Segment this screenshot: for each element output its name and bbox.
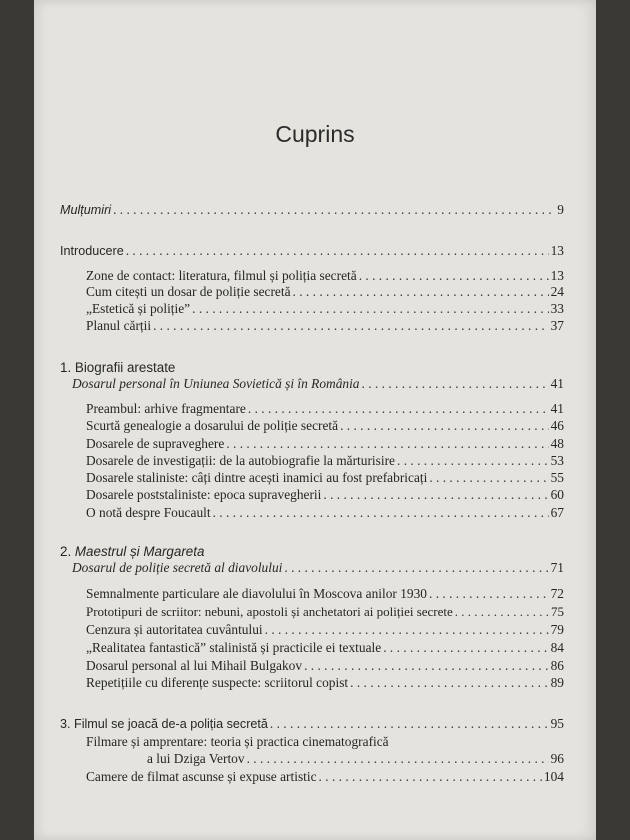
entry-page: 13 bbox=[550, 243, 564, 258]
entry-label: Zone de contact: literatura, filmul și poliția secretă bbox=[86, 268, 357, 283]
dot-leader bbox=[319, 769, 542, 785]
toc-entry bbox=[60, 243, 564, 259]
entry-label: Dosarele poststaliniste: epoca supravegherii bbox=[86, 487, 322, 502]
dot-leader bbox=[265, 622, 549, 638]
entry-label: Prototipuri de scriitor: nebuni, apostoli și anchetatori ai poliției secrete bbox=[86, 604, 453, 619]
dot-leader bbox=[293, 284, 549, 300]
dot-leader bbox=[284, 560, 548, 576]
entry-page: 71 bbox=[550, 560, 564, 575]
toc-subentry bbox=[86, 418, 564, 434]
dot-leader bbox=[270, 716, 549, 732]
entry-label: Cenzura și autoritatea cuvântului bbox=[86, 622, 263, 637]
entry-page: 79 bbox=[550, 622, 564, 637]
toc-subentry bbox=[86, 453, 564, 469]
toc-subentry bbox=[86, 401, 564, 417]
entry-page: 60 bbox=[550, 487, 564, 502]
book-page bbox=[34, 0, 596, 840]
entry-label: Camere de filmat ascunse și expuse artistic bbox=[86, 769, 317, 784]
entry-page: 104 bbox=[543, 769, 564, 784]
entry-label: „Realitatea fantastică” stalinistă și practicile ei textuale bbox=[86, 640, 382, 655]
entry-page: 72 bbox=[550, 586, 564, 601]
toc-subentry bbox=[86, 769, 564, 785]
entry-page: 41 bbox=[550, 376, 564, 391]
entry-label: Dosarele staliniste: câți dintre acești inamici au fost prefabricați bbox=[86, 470, 428, 485]
dot-leader bbox=[350, 675, 548, 691]
toc-subentry bbox=[86, 622, 564, 638]
chapter-1-subtitle-entry bbox=[72, 376, 564, 392]
dot-leader bbox=[213, 505, 549, 521]
dot-leader bbox=[429, 586, 549, 602]
dot-leader bbox=[383, 640, 548, 656]
chapter-2-title bbox=[60, 544, 204, 560]
toc-subentry bbox=[86, 301, 564, 317]
entry-page: 96 bbox=[550, 751, 564, 766]
chapter-number: 2. bbox=[60, 544, 72, 559]
entry-label: 3. Filmul se joacă de-a poliția secretă bbox=[60, 717, 268, 731]
dot-leader bbox=[397, 453, 549, 469]
entry-page: 9 bbox=[557, 202, 564, 217]
entry-label: Dosarul personal în Uniunea Sovietică și în România bbox=[72, 376, 360, 391]
entry-page: 48 bbox=[550, 436, 564, 451]
entry-label: Introducere bbox=[60, 244, 124, 258]
entry-page: 75 bbox=[551, 604, 564, 619]
page-title: Cuprins bbox=[275, 121, 355, 147]
toc-subentry bbox=[86, 436, 564, 452]
entry-label: Cum citești un dosar de poliție secretă bbox=[86, 284, 291, 299]
dot-leader bbox=[153, 318, 549, 334]
dot-leader bbox=[304, 658, 549, 674]
entry-label: Semnalmente particulare ale diavolului în Moscova anilor 1930 bbox=[86, 586, 427, 601]
entry-page: 84 bbox=[550, 640, 564, 655]
entry-page: 24 bbox=[550, 284, 564, 299]
entry-page: 41 bbox=[550, 401, 564, 416]
entry-label: Scurtă genealogie a dosarului de poliție secretă bbox=[86, 418, 339, 433]
toc-subentry bbox=[147, 751, 564, 767]
chapter-1-title: 1. Biografii arestate bbox=[60, 360, 176, 375]
toc-subentry bbox=[86, 487, 564, 503]
toc-subentry bbox=[86, 640, 564, 656]
dot-leader bbox=[192, 301, 548, 317]
dot-leader bbox=[247, 751, 549, 767]
toc-subentry bbox=[86, 604, 564, 620]
entry-page: 53 bbox=[550, 453, 564, 468]
entry-page: 13 bbox=[550, 268, 564, 283]
entry-label: Preambul: arhive fragmentare bbox=[86, 401, 246, 416]
toc-subentry bbox=[86, 675, 564, 691]
dot-leader bbox=[362, 376, 549, 392]
toc-entry bbox=[60, 202, 564, 218]
dot-leader bbox=[323, 487, 548, 503]
entry-label: O notă despre Foucault bbox=[86, 505, 211, 520]
chapter-3-item-1-line-1: Filmare și amprentare: teoria și practica cinematografică bbox=[86, 734, 389, 749]
entry-label: Dosarele de investigații: de la autobiografie la mărturisire bbox=[86, 453, 395, 468]
dot-leader bbox=[359, 268, 549, 284]
dot-leader bbox=[126, 243, 549, 259]
chapter-2-subtitle-entry bbox=[72, 560, 564, 576]
dot-leader bbox=[226, 436, 548, 452]
entry-label: Dosarele de supraveghere bbox=[86, 436, 225, 451]
entry-page: 95 bbox=[550, 716, 564, 731]
toc-subentry bbox=[86, 318, 564, 334]
entry-page: 33 bbox=[550, 301, 564, 316]
entry-label: Repetițiile cu diferențe suspecte: scriitorul copist bbox=[86, 675, 349, 690]
entry-label: Dosarul personal al lui Mihail Bulgakov bbox=[86, 658, 303, 673]
toc-subentry bbox=[86, 268, 564, 284]
entry-label: „Estetică și poliție” bbox=[86, 301, 191, 316]
chapter-3-entry bbox=[60, 716, 564, 732]
toc-subentry bbox=[86, 284, 564, 300]
entry-page: 37 bbox=[550, 318, 564, 333]
entry-page: 67 bbox=[550, 505, 564, 520]
toc-subentry bbox=[86, 586, 564, 602]
entry-page: 86 bbox=[550, 658, 564, 673]
dot-leader bbox=[340, 418, 549, 434]
entry-label: Planul cărții bbox=[86, 318, 152, 333]
toc-subentry bbox=[86, 470, 564, 486]
toc-subentry bbox=[86, 505, 564, 521]
entry-label: Mulțumiri bbox=[60, 203, 112, 217]
dot-leader bbox=[248, 401, 549, 417]
entry-label: a lui Dziga Vertov bbox=[147, 751, 245, 766]
chapter-name: Maestrul și Margareta bbox=[74, 544, 205, 559]
dot-leader bbox=[429, 470, 548, 486]
entry-page: 46 bbox=[550, 418, 564, 433]
entry-page: 55 bbox=[550, 470, 564, 485]
entry-label: Dosarul de poliție secretă al diavolului bbox=[72, 560, 283, 575]
dot-leader bbox=[455, 604, 549, 620]
toc-subentry bbox=[86, 658, 564, 674]
entry-page: 89 bbox=[550, 675, 564, 690]
dot-leader bbox=[113, 202, 555, 218]
